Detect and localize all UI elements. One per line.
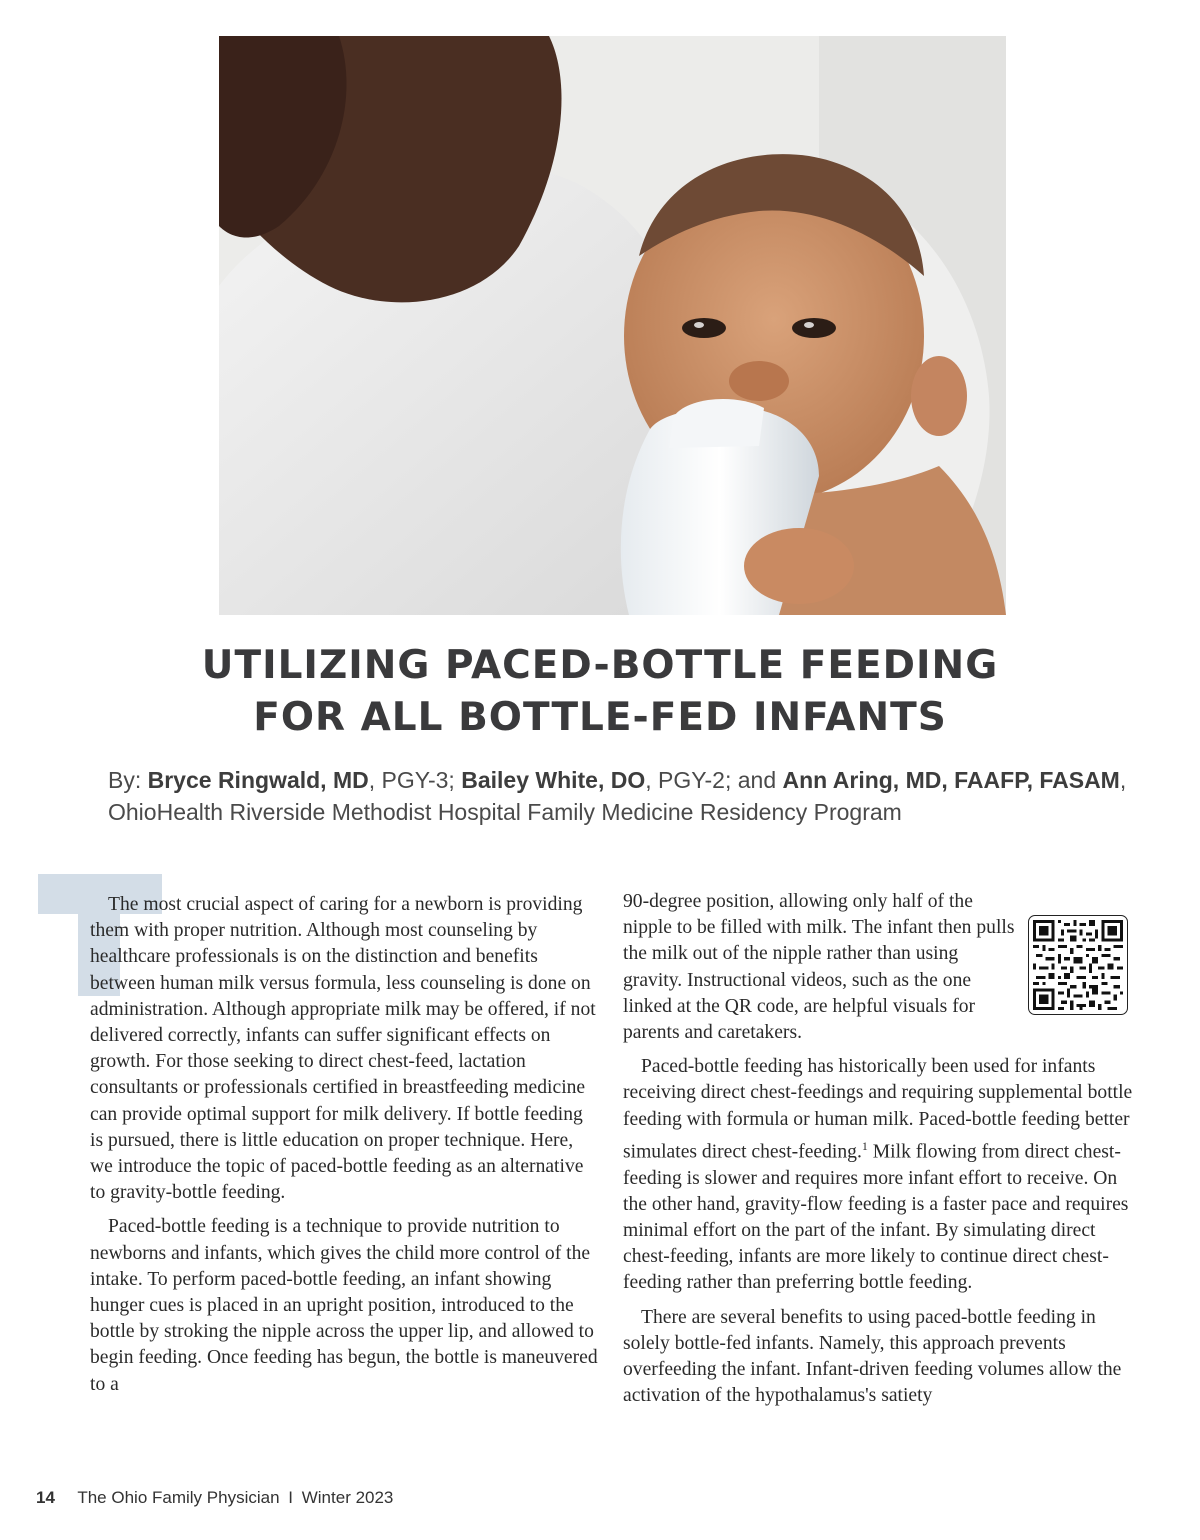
paragraph-history-text-b: Milk flowing from direct chest-feeding is slower and requires more infant effort to receive. On the other hand, gravity-flow feeding is a faster pace and requires minimal effort on the part of the infant. By simulating direct chest-feeding, infants are more likely to continue direct chest-feeding rather than preferring bottle feeding. — [623, 1141, 1129, 1294]
author-2: Bailey White, DO — [461, 767, 646, 793]
reference-marker: 1 — [861, 1138, 868, 1153]
body-column-right — [623, 889, 1133, 1417]
article-photo — [219, 36, 1006, 615]
author-1-role: , PGY-3; — [368, 767, 462, 793]
paragraph-benefits: There are several benefits to using paced-bottle feeding in solely bottle-fed infants. Namely, this approach prevents overfeeding the infant. Infant-driven feeding volumes allow the activation of the hypothalamus's satiety — [623, 1306, 1122, 1407]
paragraph-intro: The most crucial aspect of caring for a newborn is providing them with proper nutrition. Although most counseling by healthcare professionals is on the distinction and benefits between human milk versus formula, less counseling is done on administration. Although appropriate milk may be offered, if not delivered correctly, infants can suffer significant effects on growth. For those seeking to direct chest-feed, lactation consultants or professionals certified in breastfeeding medicine can provide optimal support for milk delivery. If bottle feeding is pursued, there is little education on proper technique. Here, we introduce the topic of paced-bottle feeding as an alternative to gravity-bottle feeding. — [90, 894, 596, 1204]
affiliation: , OhioHealth Riverside Methodist Hospital Family Medicine Residency Program — [108, 767, 1127, 825]
byline — [108, 764, 1138, 828]
author-2-role: , PGY-2; and — [645, 767, 783, 793]
page-number: 14 — [36, 1488, 55, 1507]
author-1: Bryce Ringwald, MD — [147, 767, 369, 793]
paragraph-technique: Paced-bottle feeding is a technique to provide nutrition to newborns and infants, which gives the child more control of the intake. To perform paced-bottle feeding, an infant showing hunger cues is placed in an upright position, introduced to the bottle by stroking the nipple across the upper lip, and allowed to begin feeding. Once feeding has begun, the bottle is maneuvered to a — [90, 1216, 598, 1395]
paragraph-history-text-a: Paced-bottle feeding has historically been used for infants receiving direct chest-feedings and requiring supplemental bottle feeding with formula or human milk. Paced-bottle feeding better simulates direct chest-feeding. — [623, 1056, 1133, 1163]
body-column-left — [90, 892, 598, 1406]
article-title — [40, 640, 1160, 744]
footer-separator: I — [288, 1488, 293, 1507]
title-line-1: UTILIZING PACED-BOTTLE FEEDING — [201, 643, 999, 688]
baby-bottle-feeding-photo — [219, 36, 1006, 615]
publication-name: The Ohio Family Physician — [77, 1488, 280, 1507]
title-line-2: FOR ALL BOTTLE-FED INFANTS — [253, 695, 947, 740]
issue-date: Winter 2023 — [301, 1488, 394, 1507]
paragraph-history — [623, 1054, 1133, 1296]
page-footer — [36, 1488, 393, 1508]
paragraph-continuation: 90-degree position, allowing only half of the nipple to be filled with milk. The infant then pulls the milk out of the nipple rather than using gravity. Instructional videos, such as the one linked at the QR code, are helpful visuals for parents and caretakers. — [623, 891, 1015, 1044]
author-3: Ann Aring, MD, FAAFP, FASAM — [782, 767, 1120, 793]
byline-prefix: By: — [108, 767, 148, 793]
